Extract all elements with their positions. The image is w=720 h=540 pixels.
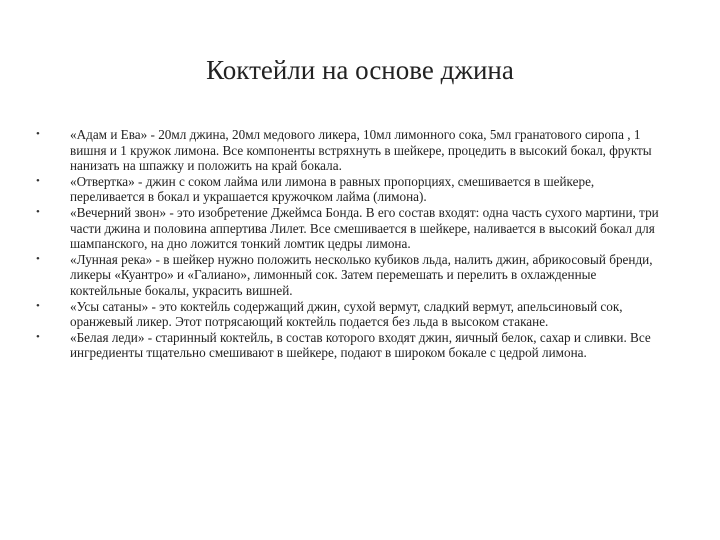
list-item-text: «Усы сатаны» - это коктейль содержащий джин, сухой вермут, сладкий вермут, апельсиновый сок, оранжевый ликер. Этот потрясающий коктейль подается без льда в высоком стакане. (70, 298, 623, 330)
bullet-list (36, 127, 666, 361)
list-item (36, 330, 666, 361)
bullet-icon: • (36, 330, 40, 343)
bullet-icon: • (36, 174, 40, 187)
list-item-text: «Лунная река» - в шейкер нужно положить несколько кубиков льда, налить джин, абрикосовый бренди, ликеры «Куантро» и «Галиано», лимонный сок. Затем перемешать и перелить в охлажденные коктейльные бокалы, украсить вишней. (70, 251, 653, 298)
bullet-icon: • (36, 128, 40, 140)
bullet-icon: • (36, 205, 40, 218)
list-item (36, 205, 666, 252)
list-item-text: «Отвертка» - джин с соком лайма или лимона в равных пропорциях, смешивается в шейкере, переливается в бокал и украшается кружочком лайма (лимона). (70, 173, 595, 205)
bullet-icon: • (36, 252, 40, 265)
list-item-text: «Адам и Ева» - 20мл джина, 20мл медового ликера, 10мл лимонного сока, 5мл гранатового сиропа , 1 вишня и 1 кружок лимона. Все компоненты встряхнуть в шейкере, процедить в высокий бокал, фрукты нанизать на шпажку и положить на край бокала. (70, 127, 652, 174)
list-item (36, 127, 666, 174)
list-item (36, 174, 666, 205)
list-item (36, 299, 666, 330)
bullet-icon: • (36, 299, 40, 312)
list-item-text: «Вечерний звон» - это изобретение Джеймса Бонда. В его состав входят: одна часть сухого мартини, три части джина и половина аппертива Лилет. Все смешивается в шейкере, наливается в высокий бокал для шампанского, на дно ложится тонкий ломтик цедры лимона. (70, 204, 659, 252)
list-item-text: «Белая леди» - старинный коктейль, в состав которого входят джин, яичный белок, сахар и сливки. Все ингредиенты тщательно смешивают в шейкере, подают в широком бокале с цедрой лимона. (70, 329, 651, 361)
slide-title: Коктейли на основе джина (206, 55, 514, 85)
list-item (36, 252, 666, 299)
